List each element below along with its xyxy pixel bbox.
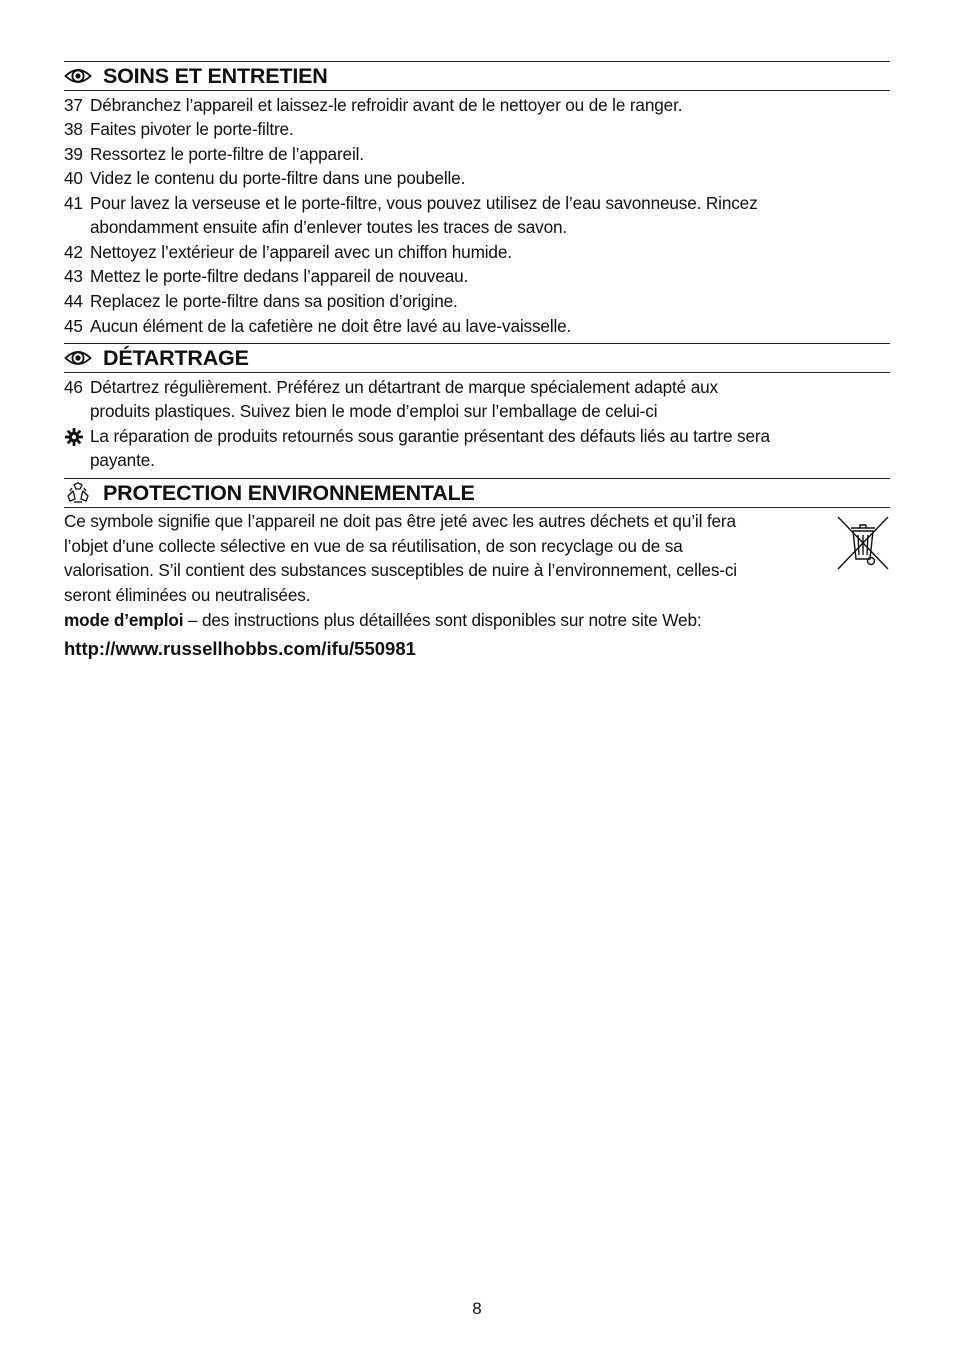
list-item: 41 Pour lavez la verseuse et le porte-filtre, vous pouvez utilisez de l’eau savonneuse. Rincez: [64, 193, 758, 213]
list-item-continuation: produits plastiques. Suivez bien le mode d’emploi sur l’emballage de celui-ci: [90, 401, 658, 421]
manual-url-link[interactable]: http://www.russellhobbs.com/ifu/550981: [64, 638, 416, 659]
paragraph-line: seront éliminées ou neutralisées.: [64, 585, 311, 605]
list-item: 42 Nettoyez l’extérieur de l’appareil avec un chiffon humide.: [64, 242, 512, 262]
warning-note-continuation: payante.: [90, 450, 155, 470]
list-item: 37 Débranchez l’appareil et laissez-le refroidir avant de le nettoyer ou de le ranger.: [64, 95, 683, 115]
list-item: 43 Mettez le porte-filtre dedans l’appareil de nouveau.: [64, 266, 469, 286]
section-title: PROTECTION ENVIRONNEMENTALE: [103, 481, 475, 505]
paragraph-line: valorisation. S’il contient des substances susceptibles de nuire à l’environnement, celles-ci: [64, 560, 737, 580]
eye-icon: [64, 347, 92, 369]
section-heading-descaling: [64, 343, 890, 373]
list-item: 40 Videz le contenu du porte-filtre dans une poubelle.: [64, 168, 466, 188]
list-item: 44 Replacez le porte-filtre dans sa position d’origine.: [64, 291, 458, 311]
manual-lead: mode d’emploi: [64, 610, 184, 630]
eye-icon: [64, 65, 92, 87]
page-number: 8: [472, 1299, 482, 1318]
recycle-icon: [64, 482, 92, 504]
section-title: DÉTARTRAGE: [103, 346, 249, 370]
list-item: 45 Aucun élément de la cafetière ne doit être lavé au lave-vaisselle.: [64, 316, 572, 336]
section-title: SOINS ET ENTRETIEN: [103, 64, 328, 88]
list-item: 46 Détartrez régulièrement. Préférez un détartrant de marque spécialement adapté aux: [64, 377, 718, 397]
crossed-out-bin-icon: [836, 515, 890, 571]
paragraph-line: l’objet d’une collecte sélective en vue de sa réutilisation, de son recyclage ou de sa: [64, 536, 683, 556]
list-item: 38 Faites pivoter le porte-filtre.: [64, 119, 294, 139]
warning-note: La réparation de produits retournés sous garantie présentant des défauts liés au tartre sera: [90, 426, 770, 446]
list-item-continuation: abondamment ensuite afin d’enlever toutes les traces de savon.: [90, 217, 568, 237]
section-heading-environment: [64, 478, 890, 508]
manual-note: mode d’emploi – des instructions plus détaillées sont disponibles sur notre site Web:: [64, 610, 702, 630]
list-item: 39 Ressortez le porte-filtre de l’appareil.: [64, 144, 364, 164]
gear-icon: [64, 427, 84, 447]
section-heading-care: [64, 61, 890, 91]
paragraph-line: Ce symbole signifie que l’appareil ne doit pas être jeté avec les autres déchets et qu’il fera: [64, 511, 736, 531]
